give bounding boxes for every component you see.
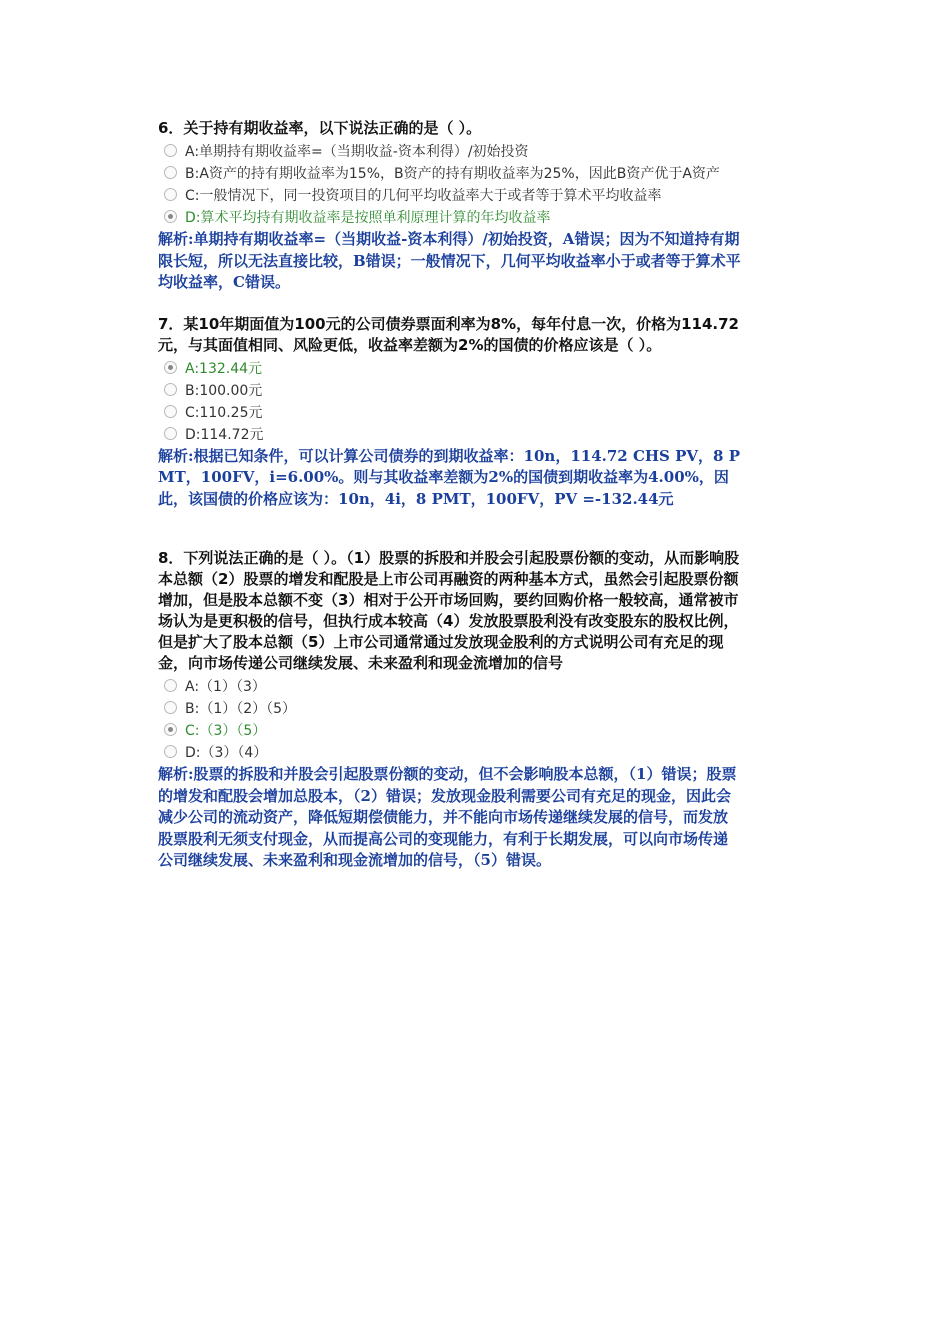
radio-icon[interactable] <box>164 701 177 714</box>
question-7 <box>158 314 742 511</box>
question-8 <box>158 548 742 872</box>
question-7-option-a[interactable] <box>158 358 742 380</box>
radio-icon[interactable] <box>164 188 177 201</box>
question-8-options <box>158 676 742 764</box>
question-6-option-c[interactable] <box>158 185 742 207</box>
question-6 <box>158 118 742 294</box>
option-label: A:（1）（3） <box>185 679 266 695</box>
question-6-options <box>158 141 742 229</box>
radio-icon[interactable] <box>164 144 177 157</box>
option-label: D:算术平均持有期收益率是按照单利原理计算的年均收益率 <box>185 210 551 226</box>
exam-page <box>158 118 742 872</box>
option-label: B:100.00元 <box>185 382 263 399</box>
question-6-option-b[interactable] <box>158 163 742 185</box>
option-label: A:单期持有期收益率=（当期收益-资本利得）/初始投资 <box>185 144 529 160</box>
option-label: B:（1）（2）（5） <box>185 701 297 717</box>
question-7-analysis: 解析:根据已知条件，可以计算公司债券的到期收益率：10n，114.72 CHS PV，8 PMT，100FV，i=6.00%。则与其收益率差额为2%的国债到期收益率为4.00%，因此，该国债的价格应该为：10n，4i，8 PMT，100FV，PV =-132.44元 <box>158 446 740 508</box>
option-label: D:114.72元 <box>185 426 264 443</box>
question-8-option-d[interactable] <box>158 742 742 764</box>
question-8-option-c[interactable] <box>158 720 742 742</box>
option-label: D:（3）（4） <box>185 745 268 761</box>
question-6-option-d[interactable] <box>158 207 742 229</box>
radio-icon[interactable] <box>164 383 177 396</box>
question-7-option-b[interactable] <box>158 380 742 402</box>
option-label: A:132.44元 <box>185 360 263 377</box>
radio-icon[interactable] <box>164 745 177 758</box>
radio-checked-icon[interactable] <box>164 361 177 374</box>
question-8-title: 8．下列说法正确的是（ ）。（1）股票的拆股和并股会引起股票份额的变动，从而影响股本总额（2）股票的增发和配股是上市公司再融资的两种基本方式，虽然会引起股票份额增加，但是股本总额不变（3）相对于公开市场回购，要约回购价格一般较高，通常被市场认为是更积极的信号，但执行成本较高（4）发放股票股利没有改变股东的股权比例，但是扩大了股本总额（5）上市公司通常通过发放现金股利的方式说明公司有充足的现金，向市场传递公司继续发展、未来盈利和现金流增加的信号 <box>158 549 740 672</box>
question-6-analysis: 解析:单期持有期收益率=（当期收益-资本利得）/初始投资，A错误；因为不知道持有期限长短，所以无法直接比较，B错误；一般情况下，几何平均收益率小于或者等于算术平均收益率，C错误。 <box>158 230 741 291</box>
question-7-title: 7．某10年期面值为100元的公司债券票面利率为8%，每年付息一次，价格为114.72元，与其面值相同、风险更低，收益率差额为2%的国债的价格应该是（ ）。 <box>158 314 739 354</box>
radio-icon[interactable] <box>164 166 177 179</box>
question-7-options <box>158 358 742 446</box>
question-7-option-d[interactable] <box>158 424 742 446</box>
option-label: B:A资产的持有期收益率为15%，B资产的持有期收益率为25%，因此B资产优于A资产 <box>185 166 720 182</box>
radio-icon[interactable] <box>164 679 177 692</box>
radio-checked-icon[interactable] <box>164 210 177 223</box>
option-label: C:110.25元 <box>185 404 263 421</box>
option-label: C:一般情况下，同一投资项目的几何平均收益率大于或者等于算术平均收益率 <box>185 188 662 204</box>
question-7-option-c[interactable] <box>158 402 742 424</box>
question-8-analysis: 解析:股票的拆股和并股会引起股票份额的变动，但不会影响股本总额，（1）错误；股票的增发和配股会增加总股本，（2）错误；发放现金股利需要公司有充足的现金，因此会减少公司的流动资产，降低短期偿债能力，并不能向市场传递继续发展的信号，而发放股票股利无须支付现金，从而提高公司的变现能力，有利于长期发展，可以向市场传递公司继续发展、未来盈利和现金流增加的信号，（5）错误。 <box>158 765 737 869</box>
question-6-title: 6．关于持有期收益率，以下说法正确的是（ ）。 <box>158 119 482 137</box>
radio-icon[interactable] <box>164 427 177 440</box>
question-8-option-a[interactable] <box>158 676 742 698</box>
radio-checked-icon[interactable] <box>164 723 177 736</box>
question-8-option-b[interactable] <box>158 698 742 720</box>
radio-icon[interactable] <box>164 405 177 418</box>
question-6-option-a[interactable] <box>158 141 742 163</box>
option-label: C:（3）（5） <box>185 723 267 739</box>
